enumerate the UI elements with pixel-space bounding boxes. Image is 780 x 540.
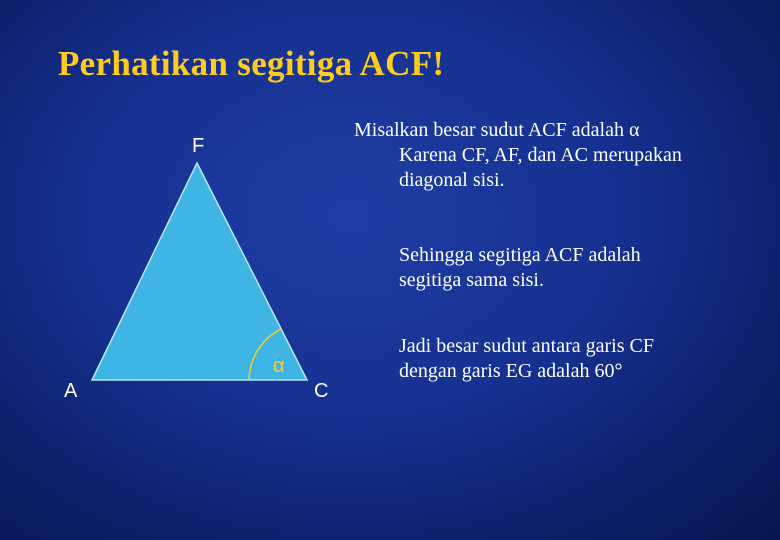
- paragraph-sehingga-line-2: segitiga sama sisi.: [399, 269, 544, 291]
- vertex-label-c: C: [314, 380, 329, 402]
- paragraph-jadi-line-1: Jadi besar sudut antara garis CF: [399, 335, 654, 357]
- paragraph-jadi: [399, 334, 759, 384]
- paragraph-misalkan: [354, 118, 774, 193]
- slide-title: Perhatikan segitiga ACF!: [58, 44, 445, 83]
- paragraph-sehingga: [399, 243, 759, 293]
- paragraph-jadi-line-2: dengan garis EG adalah 60°: [399, 360, 623, 382]
- paragraph-misalkan-line-2: Karena CF, AF, dan AC merupakan: [399, 144, 682, 166]
- triangle-acf: [92, 163, 307, 380]
- paragraph-misalkan-line-3: diagonal sisi.: [399, 169, 505, 191]
- angle-label-alpha: α: [273, 355, 285, 377]
- paragraph-misalkan-line-1: Misalkan besar sudut ACF adalah α: [354, 119, 640, 141]
- vertex-label-a: A: [64, 380, 78, 402]
- paragraph-sehingga-line-1: Sehingga segitiga ACF adalah: [399, 244, 641, 266]
- vertex-label-f: F: [192, 135, 205, 157]
